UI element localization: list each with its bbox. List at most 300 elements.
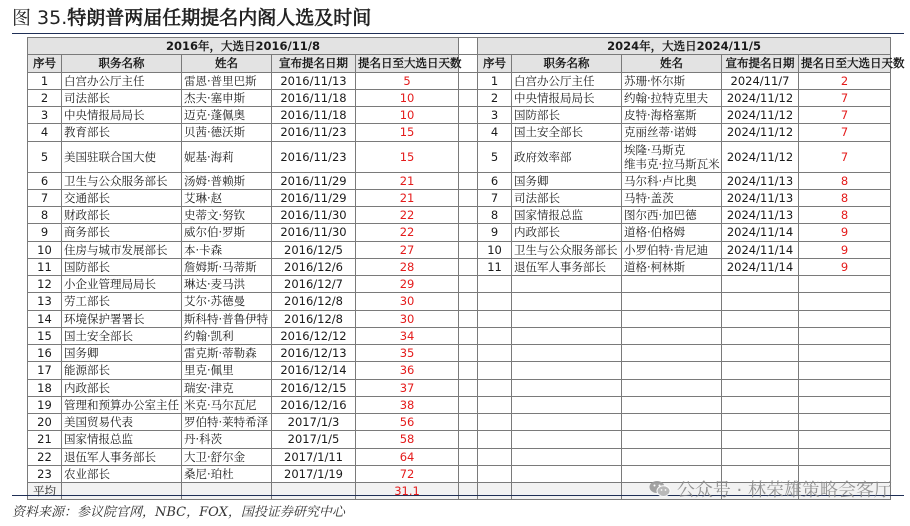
right-row-post: 国防部长 xyxy=(512,107,622,124)
right-empty-cell xyxy=(512,327,622,344)
left-col-days: 提名日至大选日天数 xyxy=(356,55,459,72)
right-row-idx: 9 xyxy=(478,224,512,241)
gap-cell xyxy=(459,241,478,258)
left-row-idx: 16 xyxy=(28,345,62,362)
right-row-post: 卫生与公众服务部长 xyxy=(512,241,622,258)
left-row-date: 2016/12/16 xyxy=(272,396,356,413)
left-row-name: 约翰·凯利 xyxy=(182,327,272,344)
table-row xyxy=(28,414,891,431)
gap-cell xyxy=(459,89,478,106)
gap-cell xyxy=(459,293,478,310)
right-empty-cell xyxy=(478,483,512,500)
left-row-name: 里克·佩里 xyxy=(182,362,272,379)
left-row-date: 2016/12/8 xyxy=(272,293,356,310)
left-row-days: 27 xyxy=(356,241,459,258)
right-empty-cell xyxy=(622,431,722,448)
left-row-post: 能源部长 xyxy=(62,362,182,379)
left-row-name: 妮基·海莉 xyxy=(182,141,272,172)
left-row-name: 雷恩·普里巴斯 xyxy=(182,72,272,89)
left-row-post: 国务卿 xyxy=(62,345,182,362)
left-row-post: 美国贸易代表 xyxy=(62,414,182,431)
left-row-name: 艾尔·苏德曼 xyxy=(182,293,272,310)
left-row-idx: 3 xyxy=(28,107,62,124)
table-row xyxy=(28,89,891,106)
right-empty-cell xyxy=(722,310,799,327)
right-empty-cell xyxy=(478,465,512,482)
left-row-idx: 1 xyxy=(28,72,62,89)
gap-cell xyxy=(459,258,478,275)
right-row-name xyxy=(622,141,722,172)
right-row-days: 8 xyxy=(799,172,891,189)
average-empty-cell xyxy=(182,483,272,500)
right-empty-cell xyxy=(512,310,622,327)
right-row-post: 中央情报局局长 xyxy=(512,89,622,106)
right-row-days: 7 xyxy=(799,124,891,141)
left-row-idx: 19 xyxy=(28,396,62,413)
right-row-idx: 8 xyxy=(478,207,512,224)
table-row xyxy=(28,379,891,396)
right-empty-cell xyxy=(478,431,512,448)
right-row-name: 马特·盖茨 xyxy=(622,189,722,206)
source-note: 资料来源：参议院官网，NBC，FOX，国投证券研究中心 xyxy=(12,505,345,520)
left-row-date: 2016/11/29 xyxy=(272,172,356,189)
left-row-date: 2017/1/5 xyxy=(272,431,356,448)
gap-cell xyxy=(459,327,478,344)
right-row-days: 8 xyxy=(799,207,891,224)
right-row-date: 2024/11/12 xyxy=(722,124,799,141)
left-row-date: 2016/11/29 xyxy=(272,189,356,206)
gap-cell xyxy=(459,448,478,465)
gap-cell xyxy=(459,224,478,241)
right-row-days: 2 xyxy=(799,72,891,89)
left-row-date: 2016/11/23 xyxy=(272,141,356,172)
left-row-date: 2017/1/3 xyxy=(272,414,356,431)
left-row-post: 劳工部长 xyxy=(62,293,182,310)
right-empty-cell xyxy=(622,345,722,362)
right-empty-cell xyxy=(722,431,799,448)
right-row-date: 2024/11/13 xyxy=(722,172,799,189)
left-row-date: 2016/11/18 xyxy=(272,89,356,106)
right-empty-cell xyxy=(622,379,722,396)
left-row-idx: 9 xyxy=(28,224,62,241)
left-row-idx: 22 xyxy=(28,448,62,465)
right-empty-cell xyxy=(722,345,799,362)
figure-title-text: 特朗普两届任期提名内阁人选及时间 xyxy=(67,7,372,29)
gap-cell xyxy=(459,189,478,206)
left-col-name: 姓名 xyxy=(182,55,272,72)
right-empty-cell xyxy=(512,396,622,413)
right-row-days: 7 xyxy=(799,141,891,172)
right-row-idx: 5 xyxy=(478,141,512,172)
title-rule xyxy=(12,33,904,34)
right-empty-cell xyxy=(478,396,512,413)
right-empty-cell xyxy=(622,362,722,379)
right-empty-cell xyxy=(478,362,512,379)
gap-cell xyxy=(459,345,478,362)
watermark xyxy=(649,476,892,502)
right-empty-cell xyxy=(512,362,622,379)
left-row-date: 2017/1/19 xyxy=(272,465,356,482)
left-row-name: 大卫·舒尔金 xyxy=(182,448,272,465)
right-row-post: 白宫办公厅主任 xyxy=(512,72,622,89)
right-row-post: 内政部长 xyxy=(512,224,622,241)
right-row-date: 2024/11/7 xyxy=(722,72,799,89)
right-row-days: 7 xyxy=(799,89,891,106)
left-row-idx: 10 xyxy=(28,241,62,258)
right-row-post: 国土安全部长 xyxy=(512,124,622,141)
average-empty-cell xyxy=(272,483,356,500)
right-row-name: 道格·伯格姆 xyxy=(622,224,722,241)
gap-cell xyxy=(459,362,478,379)
left-row-days: 72 xyxy=(356,465,459,482)
left-row-idx: 7 xyxy=(28,189,62,206)
table-row xyxy=(28,345,891,362)
right-row-date: 2024/11/12 xyxy=(722,107,799,124)
left-row-idx: 20 xyxy=(28,414,62,431)
left-row-idx: 8 xyxy=(28,207,62,224)
right-row-idx: 2 xyxy=(478,89,512,106)
left-row-days: 21 xyxy=(356,172,459,189)
left-row-days: 15 xyxy=(356,141,459,172)
right-row-idx: 6 xyxy=(478,172,512,189)
right-row-date: 2024/11/13 xyxy=(722,207,799,224)
left-row-idx: 14 xyxy=(28,310,62,327)
table-row xyxy=(28,241,891,258)
right-row-name: 苏珊·怀尔斯 xyxy=(622,72,722,89)
right-empty-cell xyxy=(478,327,512,344)
left-row-date: 2016/12/8 xyxy=(272,310,356,327)
average-label: 平均 xyxy=(28,483,62,500)
wechat-icon xyxy=(649,480,671,498)
right-empty-cell xyxy=(722,362,799,379)
left-col-post: 职务名称 xyxy=(62,55,182,72)
left-row-idx: 15 xyxy=(28,327,62,344)
right-empty-cell xyxy=(799,276,891,293)
left-row-date: 2016/12/12 xyxy=(272,327,356,344)
figure-label: 图 35. xyxy=(12,7,68,29)
right-empty-cell xyxy=(799,448,891,465)
gap-cell xyxy=(459,107,478,124)
right-row-date: 2024/11/14 xyxy=(722,224,799,241)
left-row-idx: 5 xyxy=(28,141,62,172)
table-row xyxy=(28,107,891,124)
left-row-days: 34 xyxy=(356,327,459,344)
right-row-date: 2024/11/12 xyxy=(722,141,799,172)
left-row-post: 教育部长 xyxy=(62,124,182,141)
right-row-post: 司法部长 xyxy=(512,189,622,206)
table-row xyxy=(28,431,891,448)
left-row-name: 贝茜·德沃斯 xyxy=(182,124,272,141)
right-empty-cell xyxy=(799,379,891,396)
left-row-idx: 21 xyxy=(28,431,62,448)
right-row-idx: 4 xyxy=(478,124,512,141)
right-empty-cell xyxy=(512,483,622,500)
right-empty-cell xyxy=(622,276,722,293)
right-empty-cell xyxy=(512,293,622,310)
right-empty-cell xyxy=(722,396,799,413)
average-empty-cell xyxy=(62,483,182,500)
right-empty-cell xyxy=(512,414,622,431)
left-row-name: 琳达·麦马洪 xyxy=(182,276,272,293)
gap-cell xyxy=(459,38,478,55)
left-row-post: 卫生与公众服务部长 xyxy=(62,172,182,189)
left-row-post: 中央情报局局长 xyxy=(62,107,182,124)
left-table-header: 2016年，大选日2016/11/8 xyxy=(28,38,459,55)
right-row-post: 国家情报总监 xyxy=(512,207,622,224)
gap-cell xyxy=(459,72,478,89)
table-row xyxy=(28,276,891,293)
right-empty-cell xyxy=(799,362,891,379)
right-row-name: 马尔科·卢比奥 xyxy=(622,172,722,189)
left-row-date: 2016/11/18 xyxy=(272,107,356,124)
left-row-post: 国防部长 xyxy=(62,258,182,275)
right-row-days: 9 xyxy=(799,241,891,258)
right-empty-cell xyxy=(722,293,799,310)
left-row-post: 交通部长 xyxy=(62,189,182,206)
left-row-days: 35 xyxy=(356,345,459,362)
right-empty-cell xyxy=(722,327,799,344)
right-col-name: 姓名 xyxy=(622,55,722,72)
right-table-header: 2024年，大选日2024/11/5 xyxy=(478,38,891,55)
table-row xyxy=(28,327,891,344)
left-row-post: 国家情报总监 xyxy=(62,431,182,448)
right-empty-cell xyxy=(799,414,891,431)
left-row-name: 雷克斯·蒂勒森 xyxy=(182,345,272,362)
left-row-name: 史蒂文·努钦 xyxy=(182,207,272,224)
left-row-days: 21 xyxy=(356,189,459,206)
left-row-post: 司法部长 xyxy=(62,89,182,106)
right-row-date: 2024/11/14 xyxy=(722,241,799,258)
left-row-post: 财政部长 xyxy=(62,207,182,224)
left-row-idx: 4 xyxy=(28,124,62,141)
left-row-idx: 17 xyxy=(28,362,62,379)
left-row-post: 小企业管理局局长 xyxy=(62,276,182,293)
right-row-name: 图尔西·加巴德 xyxy=(622,207,722,224)
right-col-days: 提名日至大选日天数 xyxy=(799,55,891,72)
left-row-days: 56 xyxy=(356,414,459,431)
table-row xyxy=(28,141,891,172)
right-col-date: 宣布提名日期 xyxy=(722,55,799,72)
right-empty-cell xyxy=(478,276,512,293)
right-row-date: 2024/11/12 xyxy=(722,89,799,106)
left-row-idx: 2 xyxy=(28,89,62,106)
right-row-idx: 7 xyxy=(478,189,512,206)
left-row-name: 汤姆·普赖斯 xyxy=(182,172,272,189)
left-row-post: 农业部长 xyxy=(62,465,182,482)
right-empty-cell xyxy=(622,448,722,465)
right-row-name: 约翰·拉特克里夫 xyxy=(622,89,722,106)
gap-cell xyxy=(459,276,478,293)
right-empty-cell xyxy=(512,465,622,482)
left-row-name: 桑尼·珀杜 xyxy=(182,465,272,482)
right-empty-cell xyxy=(478,310,512,327)
left-row-date: 2016/11/30 xyxy=(272,207,356,224)
left-row-post: 环境保护署署长 xyxy=(62,310,182,327)
left-row-days: 5 xyxy=(356,72,459,89)
gap-cell xyxy=(459,431,478,448)
right-empty-cell xyxy=(512,431,622,448)
watermark-text: 公众号 · 林荣雄策略会客厅 xyxy=(676,480,892,501)
left-row-post: 内政部长 xyxy=(62,379,182,396)
left-row-idx: 18 xyxy=(28,379,62,396)
left-row-date: 2016/11/23 xyxy=(272,124,356,141)
right-empty-cell xyxy=(478,293,512,310)
gap-cell xyxy=(459,141,478,172)
left-row-idx: 6 xyxy=(28,172,62,189)
left-row-name: 迈克·蓬佩奥 xyxy=(182,107,272,124)
left-row-date: 2016/12/15 xyxy=(272,379,356,396)
right-empty-cell xyxy=(478,379,512,396)
right-empty-cell xyxy=(799,327,891,344)
gap-cell xyxy=(459,379,478,396)
right-row-name: 克丽丝蒂·诺姆 xyxy=(622,124,722,141)
left-row-post: 管理和预算办公室主任 xyxy=(62,396,182,413)
gap-cell xyxy=(459,483,478,500)
gap-cell xyxy=(459,414,478,431)
right-row-days: 9 xyxy=(799,224,891,241)
left-row-days: 38 xyxy=(356,396,459,413)
average-value: 31.1 xyxy=(356,483,459,500)
left-row-idx: 13 xyxy=(28,293,62,310)
right-row-name: 小罗伯特·肯尼迪 xyxy=(622,241,722,258)
table-body xyxy=(28,72,891,500)
left-row-post: 商务部长 xyxy=(62,224,182,241)
left-row-date: 2016/12/6 xyxy=(272,258,356,275)
right-col-idx: 序号 xyxy=(478,55,512,72)
left-row-date: 2016/12/14 xyxy=(272,362,356,379)
left-row-post: 住房与城市发展部长 xyxy=(62,241,182,258)
left-row-post: 退伍军人事务部长 xyxy=(62,448,182,465)
gap-cell xyxy=(459,396,478,413)
right-row-name-line1: 埃隆·马斯克 xyxy=(624,142,686,157)
figure-title xyxy=(12,4,371,32)
right-empty-cell xyxy=(722,379,799,396)
left-col-date: 宣布提名日期 xyxy=(272,55,356,72)
nomination-table xyxy=(27,37,905,500)
right-empty-cell xyxy=(622,414,722,431)
left-row-date: 2017/1/11 xyxy=(272,448,356,465)
gap-cell xyxy=(459,124,478,141)
right-empty-cell xyxy=(722,448,799,465)
right-empty-cell xyxy=(799,293,891,310)
right-empty-cell xyxy=(512,379,622,396)
right-row-post: 国务卿 xyxy=(512,172,622,189)
table-row xyxy=(28,310,891,327)
right-row-days: 8 xyxy=(799,189,891,206)
left-row-days: 10 xyxy=(356,89,459,106)
table-row xyxy=(28,207,891,224)
right-empty-cell xyxy=(622,293,722,310)
right-row-days: 7 xyxy=(799,107,891,124)
right-row-name-line2: 维韦克·拉马斯瓦米 xyxy=(624,156,720,171)
left-row-post: 白宫办公厅主任 xyxy=(62,72,182,89)
left-row-date: 2016/11/30 xyxy=(272,224,356,241)
left-row-name: 丹·科茨 xyxy=(182,431,272,448)
left-row-days: 30 xyxy=(356,310,459,327)
left-row-name: 米克·马尔瓦尼 xyxy=(182,396,272,413)
right-row-idx: 11 xyxy=(478,258,512,275)
right-row-days: 9 xyxy=(799,258,891,275)
left-row-date: 2016/12/13 xyxy=(272,345,356,362)
right-row-idx: 10 xyxy=(478,241,512,258)
table-row xyxy=(28,172,891,189)
right-empty-cell xyxy=(799,431,891,448)
left-row-name: 瑞安·津克 xyxy=(182,379,272,396)
left-row-days: 30 xyxy=(356,293,459,310)
right-empty-cell xyxy=(512,276,622,293)
right-row-idx: 3 xyxy=(478,107,512,124)
left-row-name: 詹姆斯·马蒂斯 xyxy=(182,258,272,275)
table-row xyxy=(28,396,891,413)
left-row-date: 2016/11/13 xyxy=(272,72,356,89)
right-row-post: 政府效率部 xyxy=(512,141,622,172)
table-row xyxy=(28,293,891,310)
right-row-idx: 1 xyxy=(478,72,512,89)
table-row xyxy=(28,362,891,379)
left-row-name: 斯科特·普鲁伊特 xyxy=(182,310,272,327)
left-row-days: 22 xyxy=(356,224,459,241)
left-row-name: 杰夫·塞申斯 xyxy=(182,89,272,106)
left-row-days: 22 xyxy=(356,207,459,224)
right-row-date: 2024/11/13 xyxy=(722,189,799,206)
table-row xyxy=(28,72,891,89)
left-row-post: 国土安全部长 xyxy=(62,327,182,344)
right-empty-cell xyxy=(799,345,891,362)
right-empty-cell xyxy=(478,448,512,465)
left-row-date: 2016/12/7 xyxy=(272,276,356,293)
right-empty-cell xyxy=(722,276,799,293)
left-row-days: 36 xyxy=(356,362,459,379)
left-row-idx: 12 xyxy=(28,276,62,293)
left-row-name: 罗伯特·莱特希泽 xyxy=(182,414,272,431)
right-row-name: 皮特·海格塞斯 xyxy=(622,107,722,124)
right-empty-cell xyxy=(478,414,512,431)
left-row-date: 2016/12/5 xyxy=(272,241,356,258)
left-row-name: 本·卡森 xyxy=(182,241,272,258)
table-row xyxy=(28,189,891,206)
right-col-post: 职务名称 xyxy=(512,55,622,72)
left-row-name: 威尔伯·罗斯 xyxy=(182,224,272,241)
right-row-name: 道格·柯林斯 xyxy=(622,258,722,275)
right-empty-cell xyxy=(478,345,512,362)
table-row xyxy=(28,124,891,141)
left-row-post: 美国驻联合国大使 xyxy=(62,141,182,172)
right-empty-cell xyxy=(622,310,722,327)
left-row-days: 29 xyxy=(356,276,459,293)
right-empty-cell xyxy=(622,327,722,344)
left-row-days: 15 xyxy=(356,124,459,141)
table-row xyxy=(28,258,891,275)
left-row-days: 58 xyxy=(356,431,459,448)
left-col-idx: 序号 xyxy=(28,55,62,72)
left-row-idx: 11 xyxy=(28,258,62,275)
left-row-days: 10 xyxy=(356,107,459,124)
right-row-post: 退伍军人事务部长 xyxy=(512,258,622,275)
left-row-days: 37 xyxy=(356,379,459,396)
table-row xyxy=(28,224,891,241)
right-empty-cell xyxy=(799,310,891,327)
gap-cell xyxy=(459,465,478,482)
right-empty-cell xyxy=(722,414,799,431)
right-empty-cell xyxy=(622,396,722,413)
right-empty-cell xyxy=(512,448,622,465)
gap-cell xyxy=(459,310,478,327)
right-row-date: 2024/11/14 xyxy=(722,258,799,275)
right-empty-cell xyxy=(512,345,622,362)
left-row-idx: 23 xyxy=(28,465,62,482)
table-row xyxy=(28,448,891,465)
left-row-days: 28 xyxy=(356,258,459,275)
